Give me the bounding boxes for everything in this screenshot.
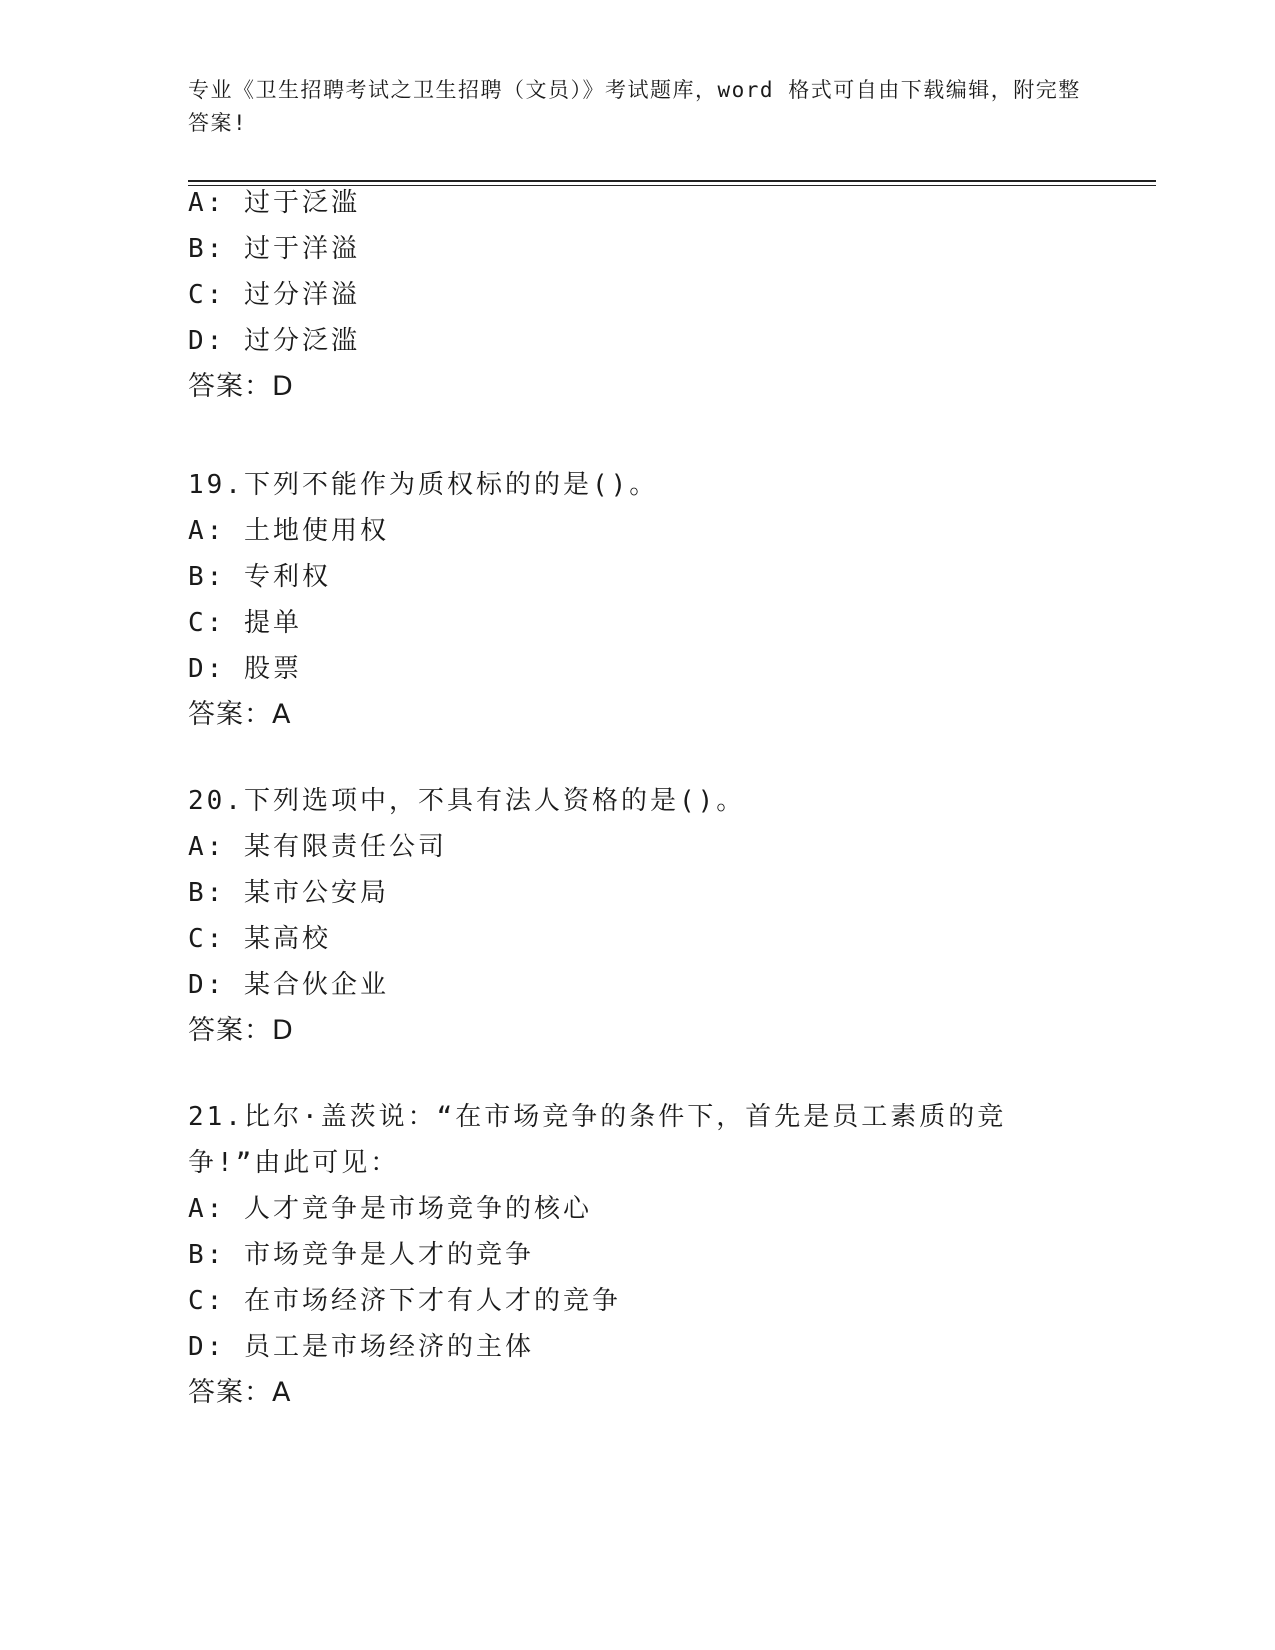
option-b: B: 过于洋溢 [188, 234, 360, 264]
answer-line: 答案：D [188, 371, 294, 402]
question-block-18 [188, 180, 1088, 410]
answer-line: 答案：A [188, 1377, 292, 1408]
question-stem: 21.比尔·盖茨说：“在市场竞争的条件下，首先是员工素质的竞争!”由此可见： [188, 1102, 1007, 1178]
question-stem: 20.下列选项中，不具有法人资格的是()。 [188, 786, 746, 816]
option-c: C: 在市场经济下才有人才的竞争 [188, 1286, 621, 1316]
option-a: A: 人才竞争是市场竞争的核心 [188, 1194, 592, 1224]
option-b: B: 专利权 [188, 562, 331, 592]
answer-line: 答案：A [188, 699, 292, 730]
question-stem: 19.下列不能作为质权标的的是()。 [188, 470, 659, 500]
option-b: B: 某市公安局 [188, 878, 389, 908]
option-b: B: 市场竞争是人才的竞争 [188, 1240, 534, 1270]
question-block-19 [188, 462, 1088, 738]
option-a: A: 过于泛滥 [188, 188, 360, 218]
question-block-21 [188, 1094, 1088, 1416]
answer-line: 答案：D [188, 1015, 294, 1046]
question-block-20 [188, 778, 1088, 1054]
option-c: C: 过分洋溢 [188, 280, 360, 310]
option-a: A: 土地使用权 [188, 516, 389, 546]
option-d: D: 某合伙企业 [188, 970, 389, 1000]
option-d: D: 员工是市场经济的主体 [188, 1332, 534, 1362]
option-a: A: 某有限责任公司 [188, 832, 447, 862]
page-header [188, 74, 1088, 140]
header-title: 专业《卫生招聘考试之卫生招聘（文员）》考试题库，word 格式可自由下载编辑，附完整答案! [188, 78, 1081, 135]
option-d: D: 过分泛滥 [188, 326, 360, 356]
option-c: C: 某高校 [188, 924, 331, 954]
option-c: C: 提单 [188, 608, 302, 638]
option-d: D: 股票 [188, 654, 302, 684]
